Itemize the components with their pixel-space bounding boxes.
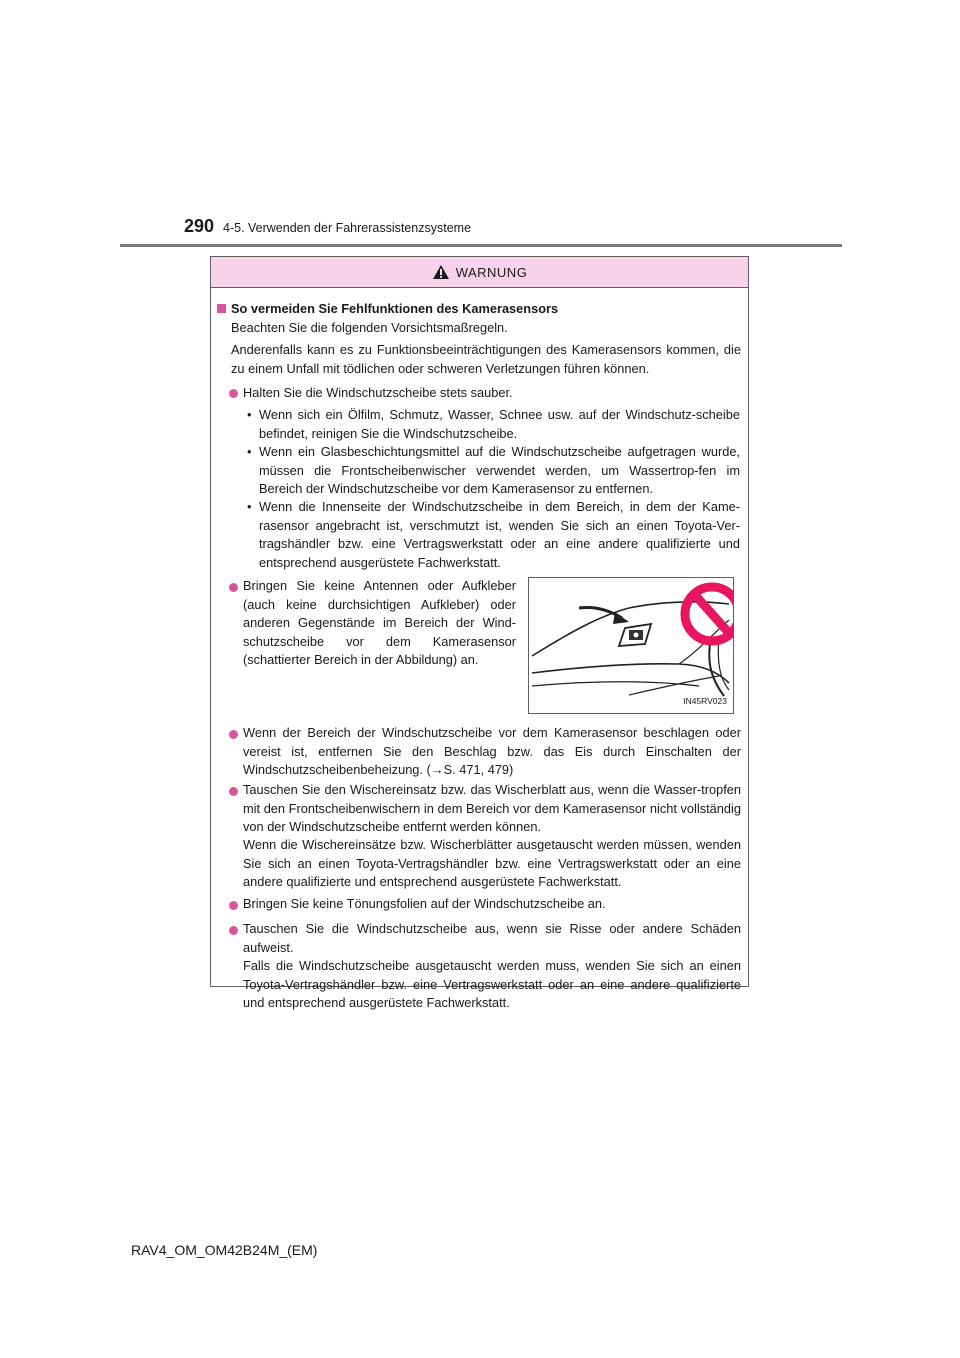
item-no-stickers: Bringen Sie keine Antennen oder Aufkleber (auch keine durchsichtigen Aufkleber) oder anderen Gegenstände im Bereich der Wind-schutzscheibe vor dem Kamerasensor (schattierter Bereich in der Abbildung) an. (243, 578, 516, 667)
item-defog-windshield: Wenn der Bereich der Windschutzscheibe vor dem Kamerasensor beschlagen oder vereist ist, entfernen Sie den Beschlag bzw. das Eis durch Einschalten der Windschutzscheibenbeheizung. (→S. 471, 479) (243, 725, 741, 777)
warning-box: WARNUNG So vermeiden Sie Fehlfunktionen des Kamerasensors Beachten Sie die folgenden Vorsichtsmaßregeln. Anderenfalls kann es zu Funktionsbeeinträchtigungen des Kamerasensors kommen, die zu einem Unfall mit tödlichen oder schweren Verletzungen führen können. Halten Sie die Windschutzscheibe stets sauber. • Wenn sich ein Ölfilm, Schmutz, Wasser, Schnee usw. auf der Windschutz-scheibe befindet, reinigen Sie die Windschutzscheibe. • Wenn ein Glasbeschichtungsmittel auf die Windschutzscheibe aufgetragen wurde, müssen die Frontscheibenwischer verwendet werden, um Wassertrop-fen im Bereich der Windschutzscheibe vor dem Kamerasensor zu entfernen. • Wenn die Innenseite der Windschutzscheibe in dem Bereich, in dem der Kame-rasensor angebracht ist, verschmutzt ist, wenden Sie sich an einen Toyota-Ver-tragshändler bzw. eine Vertragswerkstatt oder an eine andere qualifizierte und entsprechend ausgerüstete Fachwerkstatt. Bringen Sie keine Antennen oder Aufkleber (auch keine durchsichtigen Aufkleber) oder anderen Gegenstände im Bereich der Wind-schutzscheibe vor dem Kamerasensor (schattierter Bereich in der Abbildung) an. IN45RV023 Wenn der Bereich der Windschutzscheibe vor dem Kamerasensor beschlagen oder vereist ist, entfernen Sie den Beschlag bzw. das Eis durch Einschalten der Windschutzscheibenbeheizung. (→S. 471, 479) Tauschen Sie den Wischereinsatz bzw. das Wischerblatt aus, wenn die Wasser-tropfen mit den Frontscheibenwischern in dem Bereich vor dem Kamerasensor nicht vollständig von der Windschutzscheibe entfernt werden können. Wenn die Wischereinsätze bzw. Wischerblätter ausgetauscht werden müssen, wenden Sie sich an einen Toyota-Vertragshändler bzw. eine Vertragswerkstatt oder an eine andere qualifizierte und entsprechend ausgerüstete Fachwerkstatt. Bringen Sie keine Tönungsfolien auf der Windschutzscheibe an. Tauschen Sie die Windschutzscheibe aus, wenn sie Risse oder andere Schäden aufweist. Falls die Windschutzscheibe ausgetauscht werden muss, wenden Sie sich an einen Toyota-Vertragshändler bzw. eine Vertragswerkstatt oder an eine andere qualifizierte und entsprechend ausgerüstete Fachwerkstatt. (210, 256, 749, 987)
item-replace-windshield-contact: Falls die Windschutzscheibe ausgetauscht werden muss, wenden Sie sich an einen Toyota-Vertragshändler bzw. eine Vertragswerkstatt oder an eine andere qualifizierte und entsprechend ausgerüstete Fachwerkstatt. (243, 958, 741, 1010)
warning-header (211, 257, 748, 288)
illustration-code: IN45RV023 (683, 695, 727, 706)
square-bullet-icon (217, 304, 226, 313)
circle-bullet-icon (229, 389, 238, 398)
sub-bullet-oil-film: Wenn sich ein Ölfilm, Schmutz, Wasser, Schnee usw. auf der Windschutz-scheibe befindet, reinigen Sie die Windschutzscheibe. (259, 407, 740, 441)
warning-title: WARNUNG (455, 264, 528, 280)
warning-triangle-icon (432, 264, 450, 280)
intro-line-1: Beachten Sie die folgenden Vorsichtsmaßregeln. (231, 320, 508, 335)
subheading-row (217, 300, 558, 319)
item-no-tint-film: Bringen Sie keine Tönungsfolien auf der Windschutzscheibe an. (243, 896, 606, 911)
windshield-illustration (528, 577, 734, 714)
circle-bullet-icon (229, 583, 238, 592)
circle-bullet-icon (229, 730, 238, 739)
section-title: 4-5. Verwenden der Fahrerassistenzsysteme (223, 221, 472, 235)
subheading: So vermeiden Sie Fehlfunktionen des Kamerasensors (231, 301, 559, 316)
circle-bullet-icon (229, 787, 238, 796)
item-keep-windshield-clean: Halten Sie die Windschutzscheibe stets sauber. (243, 385, 513, 400)
intro-line-2: Anderenfalls kann es zu Funktionsbeeinträchtigungen des Kamerasensors kommen, die zu einem Unfall mit tödlichen oder schweren Verletzungen führen können. (231, 342, 741, 376)
circle-bullet-icon (229, 926, 238, 935)
page-number: 290 (184, 216, 215, 236)
sub-bullet-glass-coating: Wenn ein Glasbeschichtungsmittel auf die Windschutzscheibe aufgetragen wurde, müssen die Frontscheibenwischer verwendet werden, um Wassertrop-fen im Bereich der Windschutzscheibe vor dem Kamerasensor zu entfernen. (259, 444, 740, 496)
sub-bullet-inside-dirty: Wenn die Innenseite der Windschutzscheibe in dem Bereich, in dem der Kame-rasensor angebracht ist, verschmutzt ist, wenden Sie sich an einen Toyota-Ver-tragshändler bzw. eine Vertragswerkstatt oder an eine andere qualifizierte und entsprechend ausgerüstete Fachwerkstatt. (259, 499, 740, 570)
item-replace-windshield: Tauschen Sie die Windschutzscheibe aus, wenn sie Risse oder andere Schäden aufweist. (243, 921, 741, 955)
item-replace-wiper: Tauschen Sie den Wischereinsatz bzw. das Wischerblatt aus, wenn die Wasser-tropfen mit den Frontscheibenwischern in dem Bereich vor dem Kamerasensor nicht vollständig von der Windschutzscheibe entfernt werden können. (243, 782, 741, 834)
document-code: RAV4_OM_OM42B24M_(EM) (131, 1242, 318, 1258)
header-rule (120, 244, 842, 247)
circle-bullet-icon (229, 901, 238, 910)
item-replace-wiper-contact: Wenn die Wischereinsätze bzw. Wischerblätter ausgetauscht werden müssen, wenden Sie sich an einen Toyota-Vertragshändler bzw. eine Vertragswerkstatt oder an eine andere qualifizierte und entsprechend ausgerüstete Fachwerkstatt. (243, 837, 741, 889)
